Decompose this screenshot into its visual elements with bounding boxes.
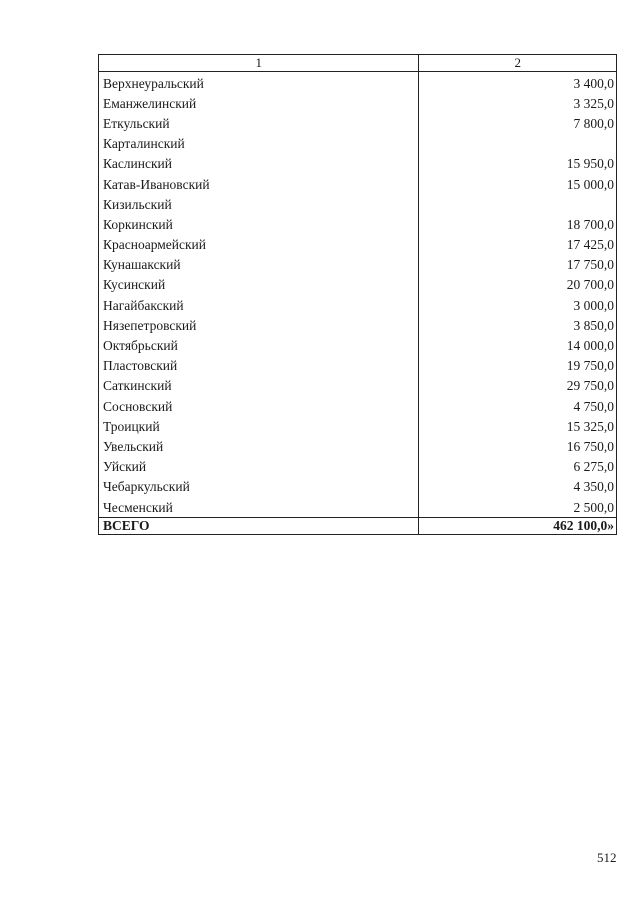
page-number: 512 [597,850,617,865]
table-row [99,154,617,174]
district-name: Коркинский [99,214,419,234]
table-row [99,416,617,436]
total-row [99,518,617,535]
amount-value [419,134,617,154]
amount-value: 3 000,0 [419,295,617,315]
district-name: Кизильский [99,194,419,214]
table-row [99,497,617,518]
district-name: Нагайбакский [99,295,419,315]
amount-value: 16 750,0 [419,436,617,456]
amount-value: 18 700,0 [419,214,617,234]
amount-value: 7 800,0 [419,113,617,133]
table-row [99,295,617,315]
amount-value: 6 275,0 [419,457,617,477]
table-row [99,235,617,255]
district-name: Саткинский [99,376,419,396]
district-name: Октябрьский [99,335,419,355]
amount-value: 4 750,0 [419,396,617,416]
district-name: Сосновский [99,396,419,416]
amount-value: 17 750,0 [419,255,617,275]
district-name: Кунашакский [99,255,419,275]
district-name: Каслинский [99,154,419,174]
district-name: Чесменский [99,497,419,518]
amount-value: 29 750,0 [419,376,617,396]
district-name: Уйский [99,457,419,477]
amount-value: 3 325,0 [419,93,617,113]
district-name: Пластовский [99,356,419,376]
table-row [99,356,617,376]
amount-value [419,194,617,214]
table-row [99,174,617,194]
table-row [99,457,617,477]
table-row [99,477,617,497]
amount-value: 15 000,0 [419,174,617,194]
table-row [99,396,617,416]
amount-value: 2 500,0 [419,497,617,518]
table-row [99,93,617,113]
table-row [99,113,617,133]
table-row [99,255,617,275]
district-name: Верхнеуральский [99,72,419,94]
table-row [99,436,617,456]
total-value: 462 100,0» [419,518,617,535]
district-name: Еманжелинский [99,93,419,113]
amount-value: 15 950,0 [419,154,617,174]
amount-value: 14 000,0 [419,335,617,355]
table-row [99,72,617,94]
table-row [99,134,617,154]
column-header-2: 2 [419,55,617,72]
amount-value: 15 325,0 [419,416,617,436]
amount-value: 3 850,0 [419,315,617,335]
district-name: Увельский [99,436,419,456]
allocation-table [98,54,617,535]
amount-value: 20 700,0 [419,275,617,295]
district-name: Чебаркульский [99,477,419,497]
district-name: Троицкий [99,416,419,436]
table-row [99,335,617,355]
district-name: Кусинский [99,275,419,295]
amount-value: 3 400,0 [419,72,617,94]
table-header-row [99,55,617,72]
table-row [99,275,617,295]
column-header-1: 1 [99,55,419,72]
district-name: Нязепетровский [99,315,419,335]
total-label: ВСЕГО [99,518,419,535]
table-row [99,315,617,335]
table-row [99,194,617,214]
amount-value: 4 350,0 [419,477,617,497]
district-name: Красноармейский [99,235,419,255]
amount-value: 19 750,0 [419,356,617,376]
table-row [99,214,617,234]
amount-value: 17 425,0 [419,235,617,255]
district-name: Карталинский [99,134,419,154]
table-row [99,376,617,396]
table-body [99,72,617,518]
district-name: Еткульский [99,113,419,133]
district-name: Катав-Ивановский [99,174,419,194]
